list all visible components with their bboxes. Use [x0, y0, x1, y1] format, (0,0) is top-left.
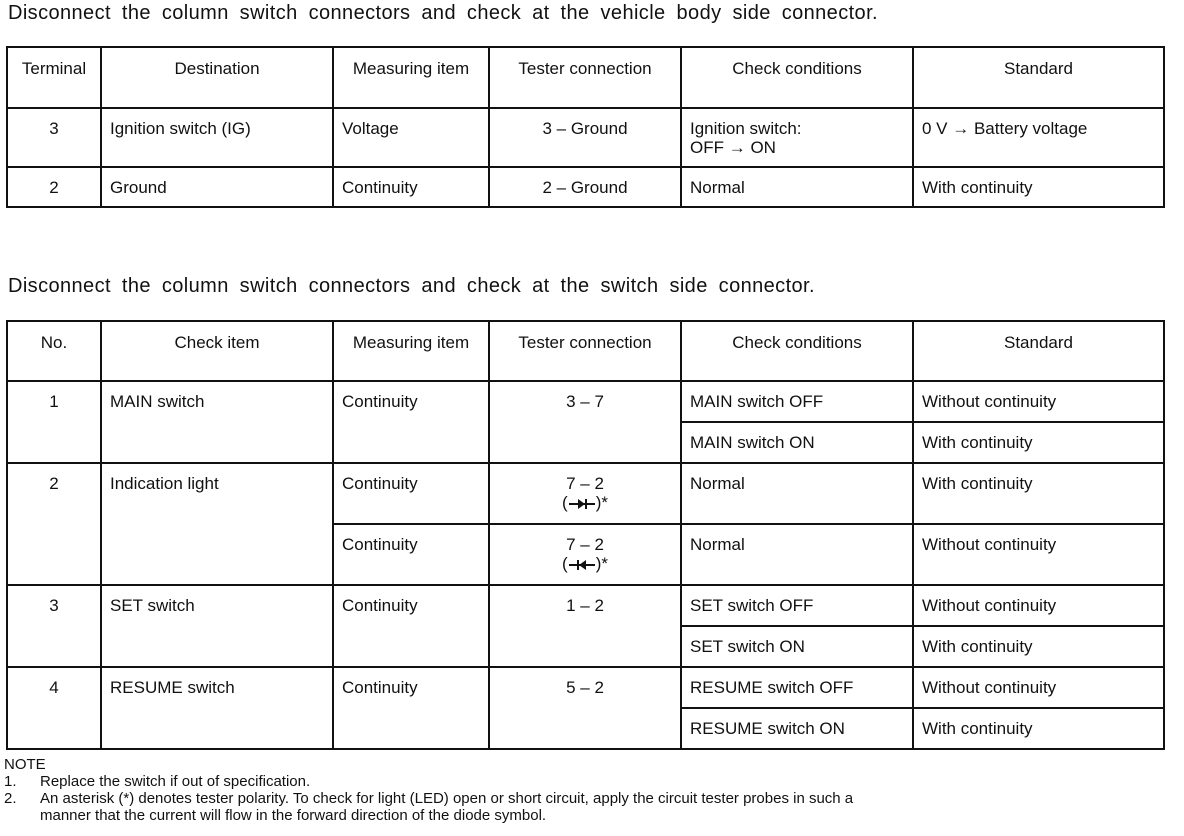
tester-value: 7 – 2: [566, 535, 604, 554]
asterisk: *: [601, 554, 608, 573]
check-item-cell: SET switch: [101, 585, 333, 667]
standard-cell: 0 V → Battery voltage: [913, 108, 1164, 167]
header-check-item: Check item: [101, 321, 333, 381]
terminal-cell: 3: [7, 108, 101, 167]
condition-cell: MAIN switch ON: [681, 422, 913, 463]
header-check-conditions: Check conditions: [681, 47, 913, 108]
measuring-cell: Continuity: [333, 381, 489, 463]
note-text: An asterisk (*) denotes tester polarity. To check for light (LED) open or short circuit, apply the circuit tester probes in such a: [40, 790, 854, 807]
condition-cell: SET switch ON: [681, 626, 913, 667]
destination-cell: Ground: [101, 167, 333, 207]
condition-cell: RESUME switch ON: [681, 708, 913, 749]
header-standard: Standard: [913, 321, 1164, 381]
tester-cell: 1 – 2: [489, 585, 681, 667]
no-cell: 4: [7, 667, 101, 749]
header-tester-connection: Tester connection: [489, 321, 681, 381]
measuring-cell: Continuity: [333, 667, 489, 749]
measuring-cell: Continuity: [333, 585, 489, 667]
vehicle-side-table: [6, 46, 1165, 208]
table-header-row: [7, 47, 1164, 108]
destination-cell: Ignition switch (IG): [101, 108, 333, 167]
table-row: [7, 167, 1164, 207]
standard-cell: With continuity: [913, 708, 1164, 749]
instruction-switch-side: Disconnect the column switch connectors and check at the switch side connector.: [8, 275, 815, 297]
note-number: 2.: [4, 790, 17, 807]
diode-reverse-icon: [569, 559, 595, 571]
table-row: [7, 108, 1164, 167]
tester-cell: [489, 463, 681, 524]
polarity-indicator: ( )*: [562, 554, 608, 573]
tester-value: 7 – 2: [566, 474, 604, 493]
condition-cell: SET switch OFF: [681, 585, 913, 626]
note-item: [4, 790, 853, 807]
measuring-cell: Continuity: [333, 463, 489, 524]
tester-cell: [489, 524, 681, 585]
measuring-cell: Continuity: [333, 167, 489, 207]
standard-cell: With continuity: [913, 463, 1164, 524]
measuring-cell: Continuity: [333, 524, 489, 585]
standard-cell: With continuity: [913, 422, 1164, 463]
table-header-row: [7, 321, 1164, 381]
header-destination: Destination: [101, 47, 333, 108]
note-number: 1.: [4, 773, 17, 790]
table-row: [7, 585, 1164, 626]
note-item: [4, 773, 853, 790]
table-row: [7, 381, 1164, 422]
no-cell: 3: [7, 585, 101, 667]
note-text-continued: manner that the current will flow in the forward direction of the diode symbol.: [40, 807, 547, 824]
diode-forward-icon: [569, 498, 595, 510]
condition-line: Ignition switch:: [690, 119, 802, 138]
standard-cell: With continuity: [913, 167, 1164, 207]
tester-cell: 2 – Ground: [489, 167, 681, 207]
standard-cell: With continuity: [913, 626, 1164, 667]
condition-cell: MAIN switch OFF: [681, 381, 913, 422]
terminal-cell: 2: [7, 167, 101, 207]
condition-line: OFF → ON: [690, 138, 776, 157]
header-measuring-item: Measuring item: [333, 47, 489, 108]
header-measuring-item: Measuring item: [333, 321, 489, 381]
condition-cell: Normal: [681, 463, 913, 524]
polarity-indicator: ( )*: [562, 493, 608, 512]
no-cell: 2: [7, 463, 101, 585]
header-tester-connection: Tester connection: [489, 47, 681, 108]
no-cell: 1: [7, 381, 101, 463]
tester-cell: 3 – 7: [489, 381, 681, 463]
standard-cell: Without continuity: [913, 381, 1164, 422]
header-check-conditions: Check conditions: [681, 321, 913, 381]
measuring-cell: Voltage: [333, 108, 489, 167]
check-item-cell: MAIN switch: [101, 381, 333, 463]
header-terminal: Terminal: [7, 47, 101, 108]
note-section: [4, 756, 853, 824]
standard-cell: Without continuity: [913, 585, 1164, 626]
standard-cell: Without continuity: [913, 524, 1164, 585]
asterisk: *: [601, 493, 608, 512]
condition-cell: Normal: [681, 167, 913, 207]
condition-cell: [681, 108, 913, 167]
note-title: NOTE: [4, 756, 46, 773]
switch-side-table: [6, 320, 1165, 750]
table-row: [7, 667, 1164, 708]
tester-cell: 3 – Ground: [489, 108, 681, 167]
check-item-cell: RESUME switch: [101, 667, 333, 749]
standard-cell: Without continuity: [913, 667, 1164, 708]
header-no: No.: [7, 321, 101, 381]
table-row: [7, 463, 1164, 524]
tester-cell: 5 – 2: [489, 667, 681, 749]
condition-cell: Normal: [681, 524, 913, 585]
header-standard: Standard: [913, 47, 1164, 108]
check-item-cell: Indication light: [101, 463, 333, 585]
note-text: Replace the switch if out of specification.: [40, 773, 311, 790]
instruction-vehicle-side: Disconnect the column switch connectors and check at the vehicle body side connector.: [8, 2, 878, 24]
condition-cell: RESUME switch OFF: [681, 667, 913, 708]
